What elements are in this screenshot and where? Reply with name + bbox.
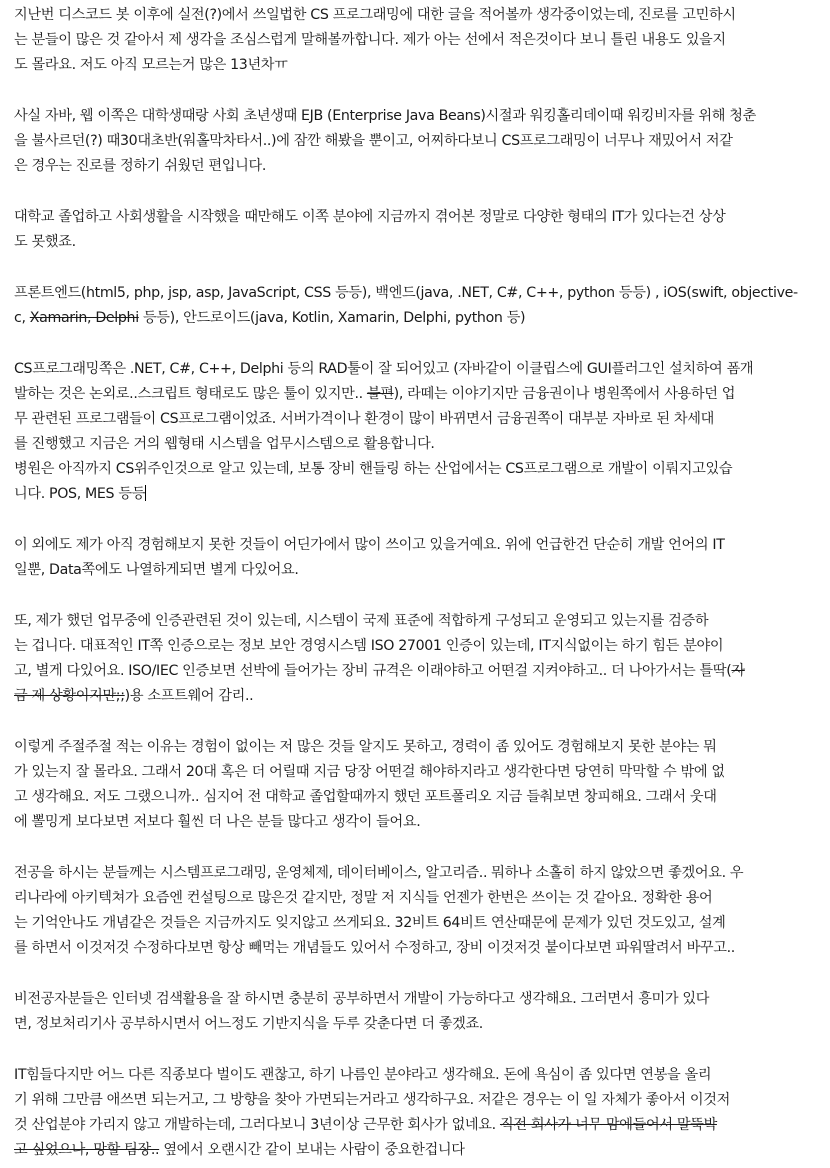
line-text: 가 있는지 잘 몰라요. 그래서 20대 혹은 더 어릴때 지금 당장 어떤걸 해야하지라고 생각한다면 당연히 막막할 수 밖에 없	[14, 764, 725, 780]
line-text: 이 외에도 제가 아직 경험해보지 못한 것들이 어딘가에서 많이 쓰이고 있을거예요. 위에 언급한건 단순히 개발 언어의 IT	[14, 537, 725, 553]
paragraph	[14, 457, 816, 507]
text-line	[14, 382, 816, 407]
text-line	[14, 810, 816, 835]
paragraph	[14, 609, 816, 709]
line-text: 는 겁니다. 대표적인 IT쪽 인증으로는 정보 보안 경영시스템 ISO 27001 인증이 있는데, IT지식없이는 하기 힘든 분야이	[14, 638, 724, 654]
line-text: 비전공자분들은 인터넷 검색활용을 잘 하시면 충분히 공부하면서 개발이 가능하다고 생각해요. 그러면서 흥미가 있다	[14, 991, 710, 1007]
strikethrough-text: 고 싶었으나, 망할 팀장..	[14, 1142, 160, 1158]
text-line	[14, 1012, 816, 1037]
line-text: 니다. POS, MES 등등	[14, 486, 146, 502]
line-text: 대학교 졸업하고 사회생활을 시작했을 때만해도 이쪽 분야에 지금까지 겪어본 정말로 다양한 형태의 IT가 있다는건 상상	[14, 209, 726, 225]
strikethrough-text: 직전 회사가 너무 맘에들어서 말뚝박	[499, 1117, 717, 1133]
line-text: CS프로그래밍쪽은 .NET, C#, C++, Delphi 등의 RAD툴이 잘 되어있고 (자바같이 이클립스에 GUI플러그인 설치하여 폼개	[14, 361, 754, 377]
line-text: 는 기억안나도 개념같은 것들은 지금까지도 잊지않고 쓰게되요. 32비트 64비트 연산때문에 문제가 있던 것도있고, 설계	[14, 915, 726, 931]
text-line	[14, 609, 816, 634]
line-text: 지난번 디스코드 봇 이후에 실전(?)에서 쓰일법한 CS 프로그래밍에 대한 글을 적어볼까 생각중이었는데, 진로를 고민하시	[14, 7, 736, 23]
line-text: 을 불사르던(?) 때30대초반(워홀막차타서..)에 잠깐 해봤을 뿐이고, 어찌하다보니 CS프로그래밍이 너무나 재밌어서 저같	[14, 133, 733, 149]
paragraph	[14, 987, 816, 1037]
paragraph	[14, 357, 816, 457]
text-line	[14, 281, 816, 306]
text-line	[14, 936, 816, 961]
line-text: 는 분들이 많은 것 같아서 제 생각을 조심스럽게 말해볼까합니다. 제가 아는 선에서 적은것이다 보니 틀린 내용도 있을지	[14, 32, 726, 48]
paragraph	[14, 281, 816, 331]
line-text: IT힘들다지만 어느 다른 직종보다 벌이도 괜찮고, 하기 나름인 분야라고 생각해요. 돈에 욕심이 좀 있다면 연봉을 올리	[14, 1067, 712, 1083]
line-text: 병원은 아직까지 CS위주인것으로 알고 있는데, 보통 장비 핸들링 하는 산업에서는 CS프로그램으로 개발이 이뤄지고있습	[14, 461, 733, 477]
line-text: c,	[14, 310, 30, 326]
line-text: 옆에서 오랜시간 같이 보내는 사람이 중요한겁니다	[159, 1142, 465, 1158]
text-line	[14, 684, 816, 709]
paragraph	[14, 205, 816, 255]
text-line	[14, 558, 816, 583]
text-line	[14, 432, 816, 457]
text-line	[14, 53, 816, 78]
paragraph	[14, 735, 816, 835]
text-line	[14, 735, 816, 760]
strikethrough-text: 불편	[366, 386, 394, 402]
line-text: 사실 자바, 웹 이쪽은 대학생때랑 사회 초년생때 EJB (Enterprise Java Beans)시절과 워킹홀리데이때 워킹비자를 위해 청춘	[14, 108, 756, 124]
text-line	[14, 1088, 816, 1113]
text-line	[14, 306, 816, 331]
line-text: 에 뽈밍게 보다보면 저보다 훨씬 더 나은 분들 많다고 생각이 들어요.	[14, 814, 421, 830]
line-text: 기 위해 그만큼 애쓰면 되는거고, 그 방향을 찾아 가면되는거라고 생각하구요. 저같은 경우는 이 일 자체가 좋아서 이것저	[14, 1092, 730, 1108]
line-text: 무 관련된 프로그램들이 CS프로그램이었죠. 서버가격이나 환경이 많이 바뀌면서 금융권쪽이 대부분 자바로 된 차세대	[14, 411, 714, 427]
text-line	[14, 760, 816, 785]
paragraph	[14, 104, 816, 179]
text-line	[14, 987, 816, 1012]
line-text: 리나라에 아키텍쳐가 요즘엔 컨설팅으로 많은것 같지만, 정말 저 지식들 언젠가 한번은 쓰이는 것 같아요. 정확한 용어	[14, 890, 713, 906]
line-text: 전공을 하시는 분들께는 시스템프로그래밍, 운영체제, 데이터베이스, 알고리즘.. 뭐하나 소홀히 하지 않았으면 좋겠어요. 우	[14, 865, 744, 881]
text-line	[14, 785, 816, 810]
text-line	[14, 1138, 816, 1163]
paragraph	[14, 533, 816, 583]
text-line	[14, 861, 816, 886]
text-line	[14, 3, 816, 28]
text-line	[14, 230, 816, 255]
text-line	[14, 533, 816, 558]
paragraph	[14, 3, 816, 78]
line-text: 은 경우는 진로를 정하기 쉬웠던 편입니다.	[14, 158, 266, 174]
paragraph	[14, 1063, 816, 1163]
text-line	[14, 886, 816, 911]
line-text: 프론트엔드(html5, php, jsp, asp, JavaScript, CSS 등등), 백엔드(java, .NET, C#, C++, python 등등) , iOS(swift, objective-	[14, 285, 798, 301]
line-text: 도 몰라요. 저도 아직 모르는거 많은 13년차ㅠ	[14, 57, 288, 73]
text-line	[14, 104, 816, 129]
line-text: 고, 별게 다있어요. ISO/IEC 인증보면 선박에 들어가는 장비 규격은 이래야하고 어떤걸 지켜야하고.. 더 나아가서는 틀딱(	[14, 663, 732, 679]
text-line	[14, 1113, 816, 1138]
text-line	[14, 911, 816, 936]
line-text: 발하는 것은 논외로..스크립트 형태로도 많은 툴이 있지만..	[14, 386, 367, 402]
line-text: 고 생각해요. 저도 그랬으니까.. 심지어 전 대학교 졸업할때까지 했던 포트폴리오 지금 들춰보면 창피해요. 그래서 웃대	[14, 789, 717, 805]
line-text: 또, 제가 했던 업무중에 인증관련된 것이 있는데, 시스템이 국제 표준에 적합하게 구성되고 운영되고 있는지를 검증하	[14, 613, 709, 629]
text-line	[14, 407, 816, 432]
text-line	[14, 129, 816, 154]
text-line	[14, 659, 816, 684]
line-text: ), 라떼는 이야기지만 금융권이나 병원쪽에서 사용하던 업	[393, 386, 736, 402]
line-text: 것 산업분야 가리지 않고 개발하는데, 그러다보니 3년이상 근무한 회사가 없네요.	[14, 1117, 500, 1133]
line-text: 를 진행했고 지금은 거의 웹형태 시스템을 업무시스템으로 활용합니다.	[14, 436, 435, 452]
text-line	[14, 482, 816, 507]
strikethrough-text: 금 제 상황이지만;;	[14, 688, 125, 704]
text-cursor	[145, 485, 146, 501]
text-line	[14, 457, 816, 482]
line-text: 이렇게 주절주절 적는 이유는 경험이 없이는 저 많은 것들 알지도 못하고, 경력이 좀 있어도 경험해보지 못한 분야는 뭐	[14, 739, 717, 755]
text-line	[14, 357, 816, 382]
text-line	[14, 28, 816, 53]
text-line	[14, 1063, 816, 1088]
line-text: 도 못했죠.	[14, 234, 76, 250]
strikethrough-text: 자	[731, 663, 745, 679]
text-line	[14, 205, 816, 230]
line-text: 를 하면서 이것저것 수정하다보면 항상 빼먹는 개념들도 있어서 수정하고, 장비 이것저것 붙이다보면 파워딸려서 바꾸고..	[14, 940, 735, 956]
line-text: 등등), 안드로이드(java, Kotlin, Xamarin, Delphi, python 등)	[138, 310, 526, 326]
strikethrough-text: Xamarin, Delphi	[29, 310, 139, 326]
line-text: 면, 정보처리기사 공부하시면서 어느정도 기반지식을 두루 갖춘다면 더 좋겠죠.	[14, 1016, 483, 1032]
line-text: )용 소프트웨어 감리..	[124, 688, 254, 704]
text-line	[14, 634, 816, 659]
paragraph	[14, 861, 816, 961]
text-line	[14, 154, 816, 179]
line-text: 일뿐, Data쪽에도 나열하게되면 별게 다있어요.	[14, 562, 299, 578]
